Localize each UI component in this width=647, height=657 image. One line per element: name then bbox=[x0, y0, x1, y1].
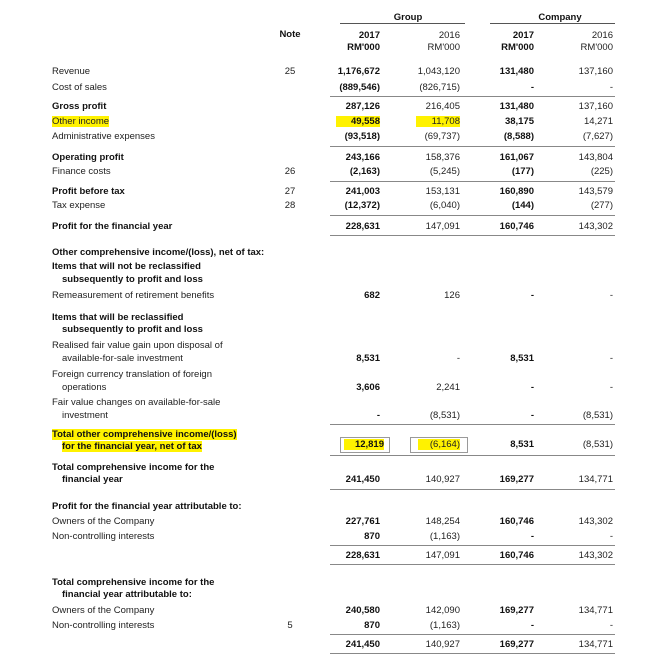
company-column-header: Company bbox=[538, 12, 582, 23]
value-company-2016: 143,804 bbox=[578, 152, 613, 163]
value-company-2016: - bbox=[609, 382, 613, 393]
subtotal-rule bbox=[330, 181, 615, 182]
row-label: Realised fair value gain upon disposal of bbox=[52, 340, 223, 351]
total-rule bbox=[330, 489, 615, 490]
row-label: Profit before tax bbox=[52, 186, 125, 197]
value-company-2017: 161,067 bbox=[499, 152, 534, 163]
row-note: 26 bbox=[284, 166, 296, 177]
value-group-2017: 682 bbox=[364, 290, 380, 301]
row-label: Revenue bbox=[52, 66, 91, 77]
value-group-2017: 243,166 bbox=[345, 152, 380, 163]
row-label: Profit for the financial year bbox=[52, 221, 173, 232]
value-company-2016: - bbox=[609, 82, 613, 93]
value-company-2016: (8,531) bbox=[582, 439, 613, 450]
value-company-2017: 169,277 bbox=[499, 639, 534, 650]
value-company-2017: 38,175 bbox=[504, 116, 534, 127]
value-company-2017: - bbox=[530, 382, 534, 393]
section-subheading: subsequently to profit and loss bbox=[62, 324, 203, 335]
value-group-2016: 11,708 bbox=[416, 116, 460, 127]
value-group-2017: (2,163) bbox=[349, 166, 380, 177]
value-group-2017: 241,450 bbox=[345, 639, 380, 650]
value-company-2016: (7,627) bbox=[582, 131, 613, 142]
value-group-2016: 147,091 bbox=[425, 550, 460, 561]
row-label: Remeasurement of retirement benefits bbox=[52, 290, 215, 301]
unit-header-g16: RM'000 bbox=[427, 42, 460, 53]
group-header-rule bbox=[340, 23, 465, 24]
value-company-2016: 143,302 bbox=[578, 550, 613, 561]
value-company-2017: - bbox=[530, 531, 534, 542]
total-rule bbox=[330, 653, 615, 654]
section-subheading: Items that will be reclassified bbox=[52, 312, 184, 323]
value-group-2016: (826,715) bbox=[419, 82, 460, 93]
row-label: Gross profit bbox=[52, 101, 107, 112]
value-company-2016: 143,302 bbox=[578, 516, 613, 527]
value-company-2017: - bbox=[530, 410, 534, 421]
row-label: Non-controlling interests bbox=[52, 620, 155, 631]
value-company-2016: (8,531) bbox=[582, 410, 613, 421]
row-note: 28 bbox=[284, 200, 296, 211]
company-header-rule bbox=[490, 23, 615, 24]
value-company-2017: 169,277 bbox=[499, 474, 534, 485]
value-group-2017: 241,450 bbox=[345, 474, 380, 485]
value-group-2016: 153,131 bbox=[425, 186, 460, 197]
year-header-g17: 2017 bbox=[358, 30, 380, 41]
value-group-2016: (1,163) bbox=[429, 620, 460, 631]
value-company-2017: 131,480 bbox=[499, 66, 534, 77]
value-company-2017: 160,746 bbox=[499, 516, 534, 527]
row-label: operations bbox=[62, 382, 107, 393]
row-label: for the financial year, net of tax bbox=[62, 441, 202, 452]
value-group-2016: 158,376 bbox=[425, 152, 460, 163]
section-heading: financial year attributable to: bbox=[62, 589, 192, 600]
unit-header-c16: RM'000 bbox=[580, 42, 613, 53]
row-label: investment bbox=[62, 410, 108, 421]
row-label: Operating profit bbox=[52, 152, 124, 163]
value-company-2017: 160,890 bbox=[499, 186, 534, 197]
value-company-2017: (177) bbox=[511, 166, 534, 177]
value-company-2016: 134,771 bbox=[578, 605, 613, 616]
value-company-2016: - bbox=[609, 353, 613, 364]
value-company-2016: - bbox=[609, 290, 613, 301]
value-group-2017: 228,631 bbox=[345, 550, 380, 561]
value-company-2017: - bbox=[530, 620, 534, 631]
row-label: Total other comprehensive income/(loss) bbox=[52, 429, 237, 440]
value-group-2016: 147,091 bbox=[425, 221, 460, 232]
value-group-2016: (69,737) bbox=[424, 131, 460, 142]
value-company-2016: 143,579 bbox=[578, 186, 613, 197]
value-company-2016: 14,271 bbox=[583, 116, 613, 127]
value-group-2017: 1,176,672 bbox=[337, 66, 380, 77]
value-group-2016: - bbox=[456, 353, 460, 364]
value-company-2017: 160,746 bbox=[499, 550, 534, 561]
row-label: Tax expense bbox=[52, 200, 106, 211]
row-label: Total comprehensive income for the bbox=[52, 462, 215, 473]
row-label: Foreign currency translation of foreign bbox=[52, 369, 212, 380]
row-label: Cost of sales bbox=[52, 82, 107, 93]
row-label: Non-controlling interests bbox=[52, 531, 155, 542]
value-company-2016: 137,160 bbox=[578, 101, 613, 112]
subtotal-rule bbox=[330, 455, 615, 456]
total-rule bbox=[330, 235, 615, 236]
value-company-2016: (277) bbox=[590, 200, 613, 211]
value-group-2017: (12,372) bbox=[344, 200, 380, 211]
subtotal-rule bbox=[330, 424, 615, 425]
value-company-2017: 8,531 bbox=[510, 353, 534, 364]
row-label: financial year bbox=[62, 474, 123, 485]
unit-header-g17: RM'000 bbox=[347, 42, 380, 53]
value-company-2016: - bbox=[609, 620, 613, 631]
value-company-2017: 169,277 bbox=[499, 605, 534, 616]
value-group-2017: 3,606 bbox=[356, 382, 380, 393]
value-group-2017: 870 bbox=[364, 531, 380, 542]
value-group-2016: (8,531) bbox=[429, 410, 460, 421]
subtotal-rule bbox=[330, 634, 615, 635]
value-company-2016: 137,160 bbox=[578, 66, 613, 77]
value-company-2017: 8,531 bbox=[510, 439, 534, 450]
value-company-2017: - bbox=[530, 82, 534, 93]
value-group-2017: 227,761 bbox=[345, 516, 380, 527]
value-group-2017: 49,558 bbox=[336, 116, 380, 127]
row-label: available-for-sale investment bbox=[62, 353, 183, 364]
value-group-2017: 12,819 bbox=[344, 439, 384, 450]
year-header-c16: 2016 bbox=[591, 30, 613, 41]
value-company-2016: - bbox=[609, 531, 613, 542]
row-label: Fair value changes on available-for-sale bbox=[52, 397, 221, 408]
value-group-2017: (889,546) bbox=[339, 82, 380, 93]
year-header-c17: 2017 bbox=[512, 30, 534, 41]
value-group-2017: 241,003 bbox=[345, 186, 380, 197]
value-group-2017: (93,518) bbox=[344, 131, 380, 142]
value-group-2017: 240,580 bbox=[345, 605, 380, 616]
value-group-2017: 228,631 bbox=[345, 221, 380, 232]
section-subheading: Items that will not be reclassified bbox=[52, 261, 201, 272]
value-group-2016: (6,164) bbox=[418, 439, 460, 450]
subtotal-rule bbox=[330, 146, 615, 147]
value-company-2017: - bbox=[530, 290, 534, 301]
row-label: Other income bbox=[52, 116, 110, 127]
value-group-2016: 1,043,120 bbox=[417, 66, 460, 77]
value-company-2016: (225) bbox=[590, 166, 613, 177]
value-company-2017: (8,588) bbox=[503, 131, 534, 142]
section-heading: Other comprehensive income/(loss), net of tax: bbox=[52, 247, 265, 258]
value-group-2016: 148,254 bbox=[425, 516, 460, 527]
value-group-2016: 140,927 bbox=[425, 474, 460, 485]
value-group-2016: 140,927 bbox=[425, 639, 460, 650]
value-group-2016: 2,241 bbox=[436, 382, 460, 393]
row-label: Administrative expenses bbox=[52, 131, 155, 142]
note-column-header: Note bbox=[279, 29, 301, 40]
section-heading: Profit for the financial year attributable to: bbox=[52, 501, 242, 512]
value-group-2017: 8,531 bbox=[356, 353, 380, 364]
value-group-2017: 287,126 bbox=[345, 101, 380, 112]
value-company-2017: (144) bbox=[511, 200, 534, 211]
value-group-2016: (6,040) bbox=[429, 200, 460, 211]
unit-header-c17: RM'000 bbox=[501, 42, 534, 53]
value-company-2016: 134,771 bbox=[578, 474, 613, 485]
row-note: 5 bbox=[287, 620, 293, 631]
value-company-2017: 160,746 bbox=[499, 221, 534, 232]
total-rule bbox=[330, 564, 615, 565]
value-group-2016: 142,090 bbox=[425, 605, 460, 616]
row-note: 27 bbox=[284, 186, 296, 197]
year-header-g16: 2016 bbox=[438, 30, 460, 41]
group-column-header: Group bbox=[393, 12, 423, 23]
value-group-2017: - bbox=[376, 410, 380, 421]
value-company-2016: 143,302 bbox=[578, 221, 613, 232]
value-group-2016: (1,163) bbox=[429, 531, 460, 542]
subtotal-rule bbox=[330, 215, 615, 216]
section-heading: Total comprehensive income for the bbox=[52, 577, 215, 588]
value-group-2017: 870 bbox=[364, 620, 380, 631]
subtotal-rule bbox=[330, 96, 615, 97]
row-note: 25 bbox=[284, 66, 296, 77]
subtotal-rule bbox=[330, 545, 615, 546]
value-company-2017: 131,480 bbox=[499, 101, 534, 112]
row-label: Finance costs bbox=[52, 166, 111, 177]
value-company-2016: 134,771 bbox=[578, 639, 613, 650]
section-subheading: subsequently to profit and loss bbox=[62, 274, 203, 285]
row-label: Owners of the Company bbox=[52, 605, 155, 616]
value-group-2016: (5,245) bbox=[429, 166, 460, 177]
row-label: Owners of the Company bbox=[52, 516, 155, 527]
value-group-2016: 216,405 bbox=[425, 101, 460, 112]
value-group-2016: 126 bbox=[444, 290, 460, 301]
